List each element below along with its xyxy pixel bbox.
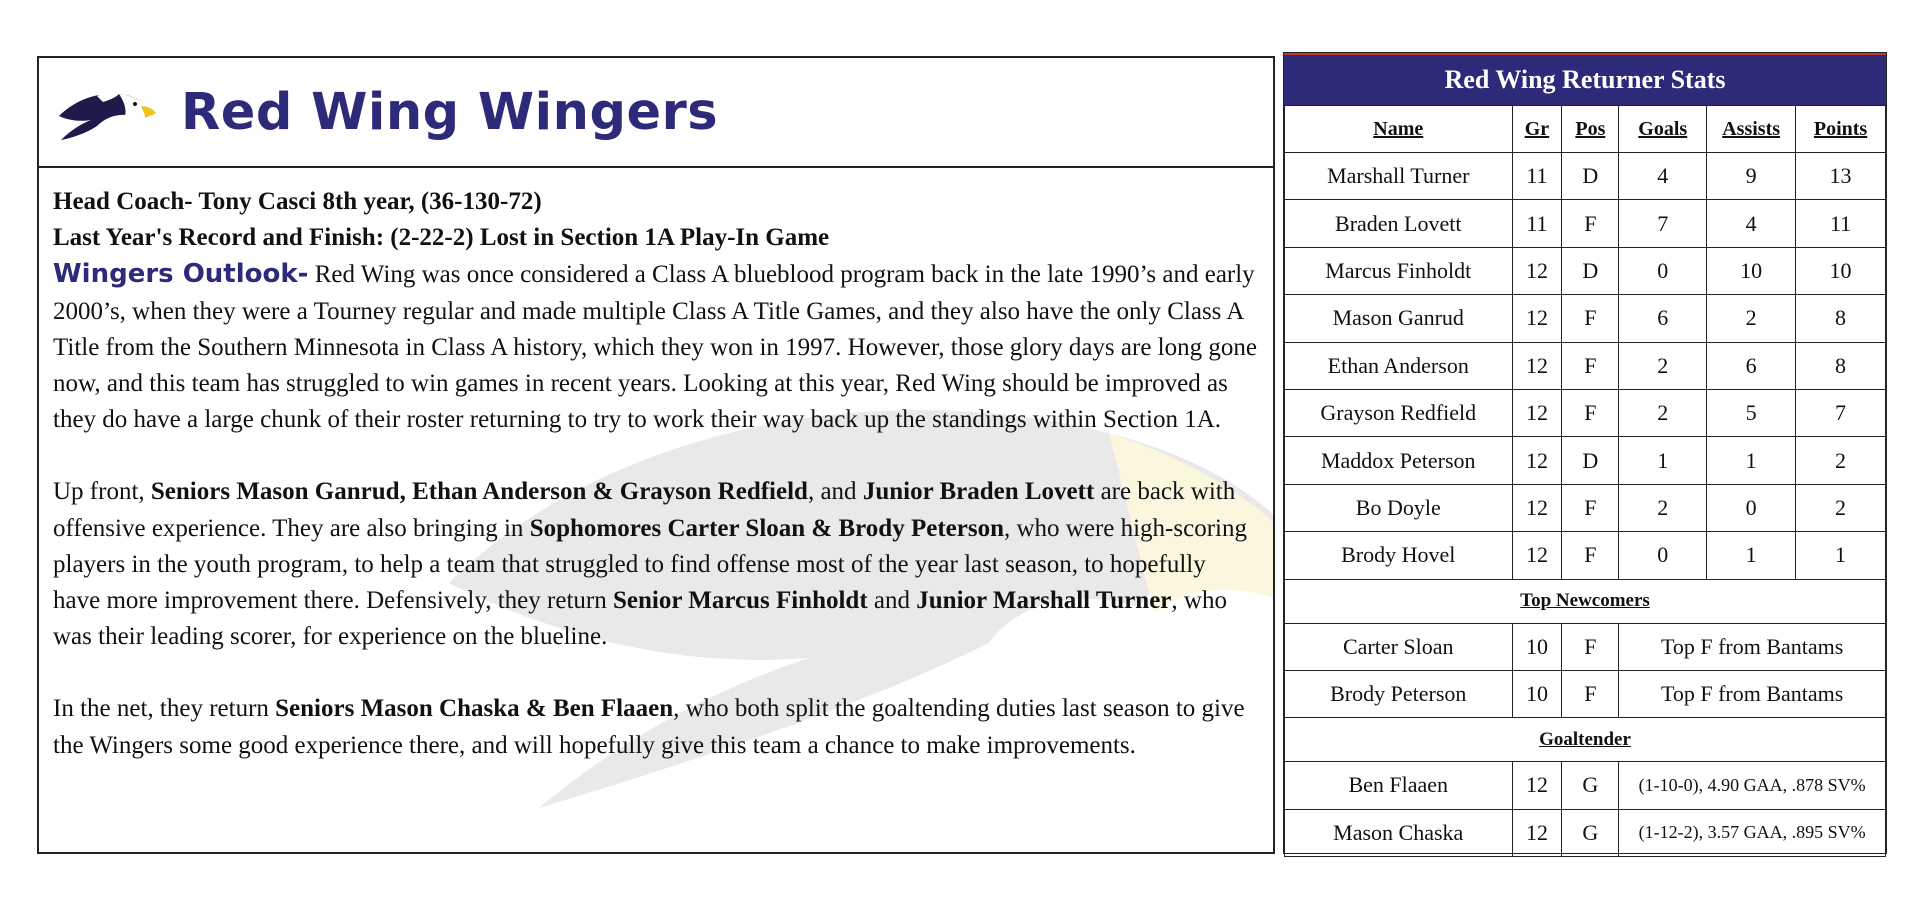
assists: 2 [1707, 295, 1796, 342]
player-name: Mason Ganrud [1285, 295, 1513, 342]
grade: 12 [1512, 532, 1562, 579]
grade: 11 [1512, 200, 1562, 247]
position: F [1562, 484, 1619, 531]
points: 8 [1796, 295, 1886, 342]
player-note: Top F from Bantams [1619, 670, 1886, 717]
forwards-paragraph [53, 474, 1259, 655]
player-name: Ethan Anderson [1285, 342, 1513, 389]
points: 1 [1796, 532, 1886, 579]
eagle-head-icon [57, 82, 157, 142]
text: , and [807, 478, 863, 506]
text: Up front, [53, 478, 151, 506]
outlook-text: Red Wing was once considered a Class A blueblood program back in the late 1990’s and early 2000’s, when they were a Tourney regular and made multiple Class A Title Games, and they also have the only Class A Title from the Southern Minnesota in Class A history, which they won in 1997. However, those glory days are long gone now, and this team has struggled to win games in recent years. Looking at this year, Red Wing should be improved as they do have a large chunk of their roster returning to try to work their way back up the standings within Section 1A. [53, 261, 1257, 434]
table-row [1285, 389, 1886, 436]
panel-header [39, 58, 1273, 168]
table-row [1285, 342, 1886, 389]
position: G [1562, 762, 1619, 809]
assists: 1 [1707, 437, 1796, 484]
table-row [1285, 153, 1886, 200]
grade: 12 [1512, 342, 1562, 389]
returner-stats-panel [1283, 52, 1887, 854]
table-row [1285, 247, 1886, 294]
bold-text: Sophomores Carter Sloan & Brody Peterson [529, 514, 1004, 542]
goals: 0 [1619, 247, 1707, 294]
player-name: Maddox Peterson [1285, 437, 1513, 484]
table-row [1285, 295, 1886, 342]
position: D [1562, 247, 1619, 294]
goaltender-label: Goaltender [1285, 718, 1886, 762]
table-row [1285, 623, 1886, 670]
position: F [1562, 295, 1619, 342]
bold-text: Junior Braden Lovett [862, 478, 1095, 506]
player-name: Bo Doyle [1285, 484, 1513, 531]
record-line: Last Year's Record and Finish: (2-22-2) Lost in Section 1A Play-In Game [53, 224, 830, 252]
player-name: Mason Chaska [1285, 809, 1513, 856]
page-title: Red Wing Wingers [181, 82, 719, 142]
table-row [1285, 809, 1886, 856]
table-row [1285, 762, 1886, 809]
player-name: Marshall Turner [1285, 153, 1513, 200]
position: F [1562, 200, 1619, 247]
team-preview-panel [37, 56, 1275, 854]
grade: 12 [1512, 295, 1562, 342]
assists: 10 [1707, 247, 1796, 294]
table-row [1285, 437, 1886, 484]
position: G [1562, 809, 1619, 856]
assists: 5 [1707, 389, 1796, 436]
player-name: Ben Flaaen [1285, 762, 1513, 809]
table-row [1285, 484, 1886, 531]
col-header-assists: Assists [1707, 106, 1796, 153]
position: F [1562, 342, 1619, 389]
newcomers-label-row [1285, 579, 1886, 623]
player-name: Grayson Redfield [1285, 389, 1513, 436]
goals: 0 [1619, 532, 1707, 579]
bold-text: Junior Marshall Turner [916, 587, 1172, 615]
grade: 10 [1512, 623, 1562, 670]
assists: 4 [1707, 200, 1796, 247]
text: and [867, 587, 917, 615]
points: 11 [1796, 200, 1886, 247]
player-name: Brody Peterson [1285, 670, 1513, 717]
table-row [1285, 200, 1886, 247]
head-coach-line: Head Coach- Tony Casci 8th year, (36-130-72) [53, 188, 542, 215]
bold-text: Seniors Mason Chaska & Ben Flaaen [275, 695, 674, 723]
grade: 12 [1512, 484, 1562, 531]
col-header-grade: Gr [1512, 106, 1562, 153]
assists: 6 [1707, 342, 1796, 389]
grade: 11 [1512, 153, 1562, 200]
player-name: Carter Sloan [1285, 623, 1513, 670]
player-name: Marcus Finholdt [1285, 247, 1513, 294]
grade: 12 [1512, 247, 1562, 294]
goaltender-label-row [1285, 718, 1886, 762]
points: 10 [1796, 247, 1886, 294]
grade: 12 [1512, 809, 1562, 856]
stats-header-row [1285, 106, 1886, 153]
stats-table [1284, 105, 1886, 857]
assists: 1 [1707, 532, 1796, 579]
outlook-paragraph [53, 256, 1259, 438]
goals: 2 [1619, 389, 1707, 436]
grade: 12 [1512, 762, 1562, 809]
points: 7 [1796, 389, 1886, 436]
player-note: Top F from Bantams [1619, 623, 1886, 670]
player-name: Braden Lovett [1285, 200, 1513, 247]
goals: 7 [1619, 200, 1707, 247]
points: 2 [1796, 437, 1886, 484]
goals: 4 [1619, 153, 1707, 200]
player-name: Brody Hovel [1285, 532, 1513, 579]
position: D [1562, 153, 1619, 200]
goalies-body [1285, 718, 1886, 857]
goals: 1 [1619, 437, 1707, 484]
position: F [1562, 389, 1619, 436]
text: , who was their leading scorer, for experience on the blueline. [53, 587, 1227, 651]
position: D [1562, 437, 1619, 484]
position: F [1562, 670, 1619, 717]
table-row [1285, 670, 1886, 717]
player-note: (1-10-0), 4.90 GAA, .878 SV% [1619, 762, 1886, 809]
points: 2 [1796, 484, 1886, 531]
outlook-label: Wingers Outlook- [53, 259, 309, 290]
goalies-paragraph [53, 691, 1259, 763]
text: In the net, they return [53, 695, 276, 723]
goals: 6 [1619, 295, 1707, 342]
points: 8 [1796, 342, 1886, 389]
newcomers-label: Top Newcomers [1285, 579, 1886, 623]
player-note: (1-12-2), 3.57 GAA, .895 SV% [1619, 809, 1886, 856]
grade: 12 [1512, 437, 1562, 484]
position: F [1562, 623, 1619, 670]
table-row [1285, 532, 1886, 579]
text: , who were high-scoring players in the youth program, to help a team that struggled to find offense most of the year last season, to hopefully have more improvement there. Defensively, they return [53, 514, 1247, 615]
text: , who both split the goaltending duties last season to give the Wingers some good experience there, and will hopefully give this team a chance to make improvements. [53, 695, 1245, 759]
col-header-goals: Goals [1619, 106, 1707, 153]
preview-body [39, 168, 1273, 764]
newcomers-body [1285, 579, 1886, 718]
col-header-name: Name [1285, 106, 1513, 153]
bold-text: Senior Marcus Finholdt [612, 587, 868, 615]
assists: 9 [1707, 153, 1796, 200]
grade: 10 [1512, 670, 1562, 717]
text: are back with offensive experience. They are also bringing in [53, 478, 1236, 542]
stats-title: Red Wing Returner Stats [1284, 53, 1886, 105]
position: F [1562, 532, 1619, 579]
bold-text: Seniors Mason Ganrud, Ethan Anderson & Grayson Redfield [150, 478, 808, 506]
points: 13 [1796, 153, 1886, 200]
goals: 2 [1619, 342, 1707, 389]
grade: 12 [1512, 389, 1562, 436]
assists: 0 [1707, 484, 1796, 531]
col-header-position: Pos [1562, 106, 1619, 153]
col-header-points: Points [1796, 106, 1886, 153]
goals: 2 [1619, 484, 1707, 531]
returners-body [1285, 153, 1886, 580]
